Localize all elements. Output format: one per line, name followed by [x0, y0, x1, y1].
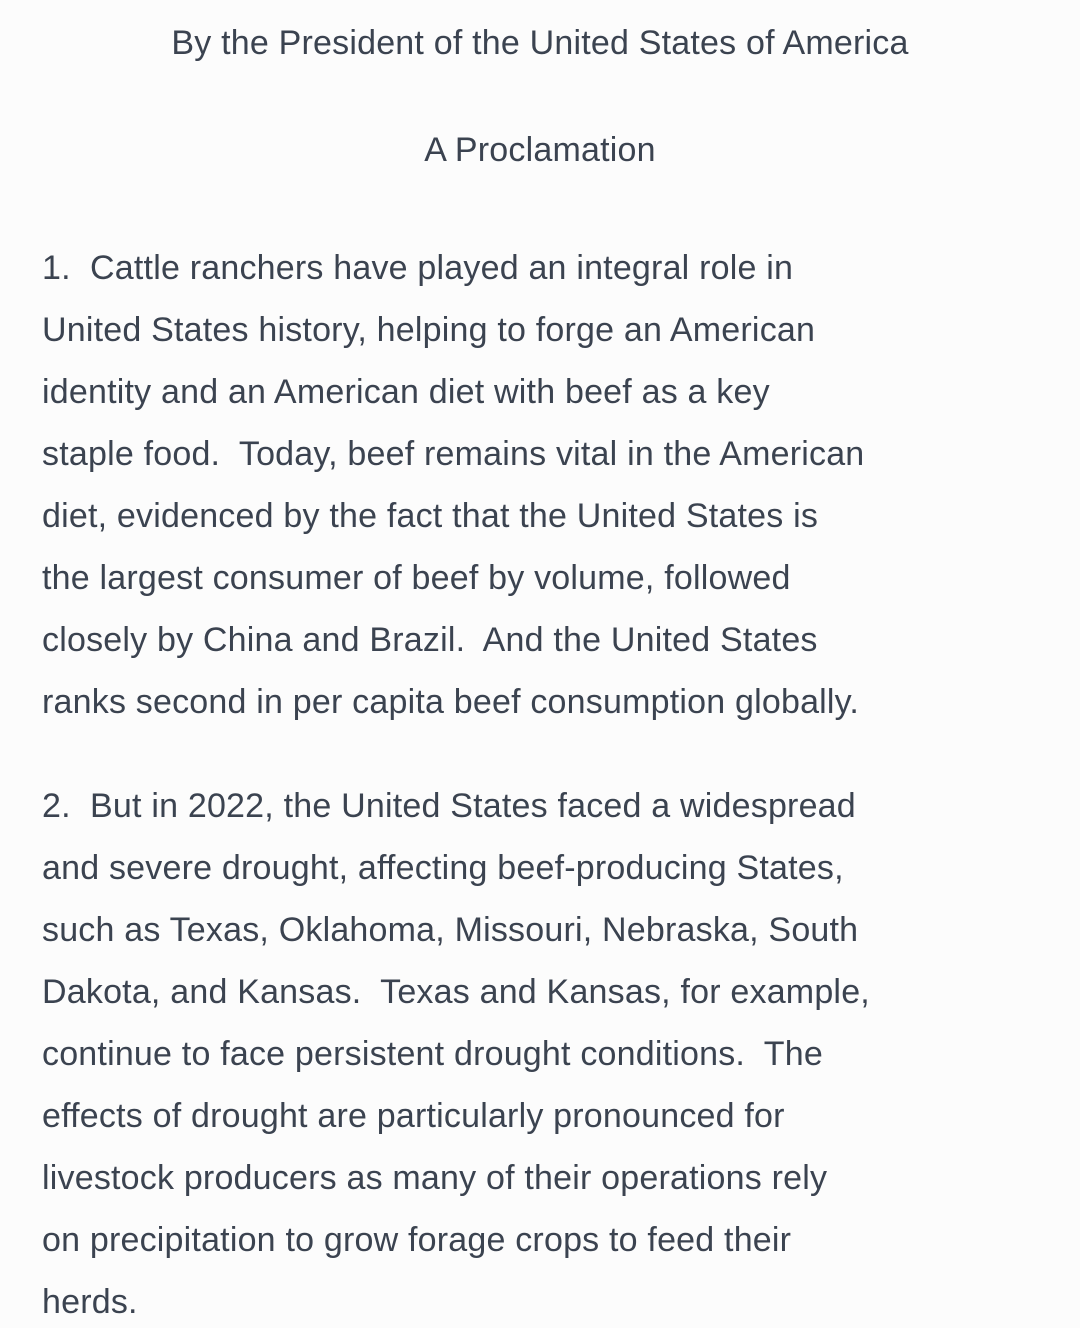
text-line: effects of drought are particularly pronounced for	[42, 1097, 785, 1135]
text-line: 1. Cattle ranchers have played an integral role in	[42, 249, 794, 287]
text-line: ranks second in per capita beef consumption globally.	[42, 683, 860, 721]
document-body	[0, 237, 1080, 1328]
text-line: staple food. Today, beef remains vital in the American	[42, 435, 865, 473]
paragraph-2	[42, 775, 1038, 1328]
text-line: continue to face persistent drought conditions. The	[42, 1035, 823, 1073]
text-line: and severe drought, affecting beef-producing States,	[42, 849, 844, 887]
text-line: 2. But in 2022, the United States faced a widespread	[42, 787, 856, 825]
text-line: on precipitation to grow forage crops to feed their	[42, 1221, 792, 1259]
text-line: livestock producers as many of their operations rely	[42, 1159, 828, 1197]
text-line: identity and an American diet with beef as a key	[42, 373, 770, 411]
paragraph-1	[42, 237, 1038, 733]
text-line: herds.	[42, 1283, 138, 1321]
document-subtitle: A Proclamation	[424, 131, 656, 169]
text-line: Dakota, and Kansas. Texas and Kansas, for example,	[42, 973, 870, 1011]
text-line: such as Texas, Oklahoma, Missouri, Nebraska, South	[42, 911, 859, 949]
document-title: By the President of the United States of America	[171, 24, 909, 62]
text-line: closely by China and Brazil. And the United States	[42, 621, 818, 659]
text-line: diet, evidenced by the fact that the United States is	[42, 497, 819, 535]
text-line: United States history, helping to forge an American	[42, 311, 816, 349]
text-line: the largest consumer of beef by volume, followed	[42, 559, 791, 597]
